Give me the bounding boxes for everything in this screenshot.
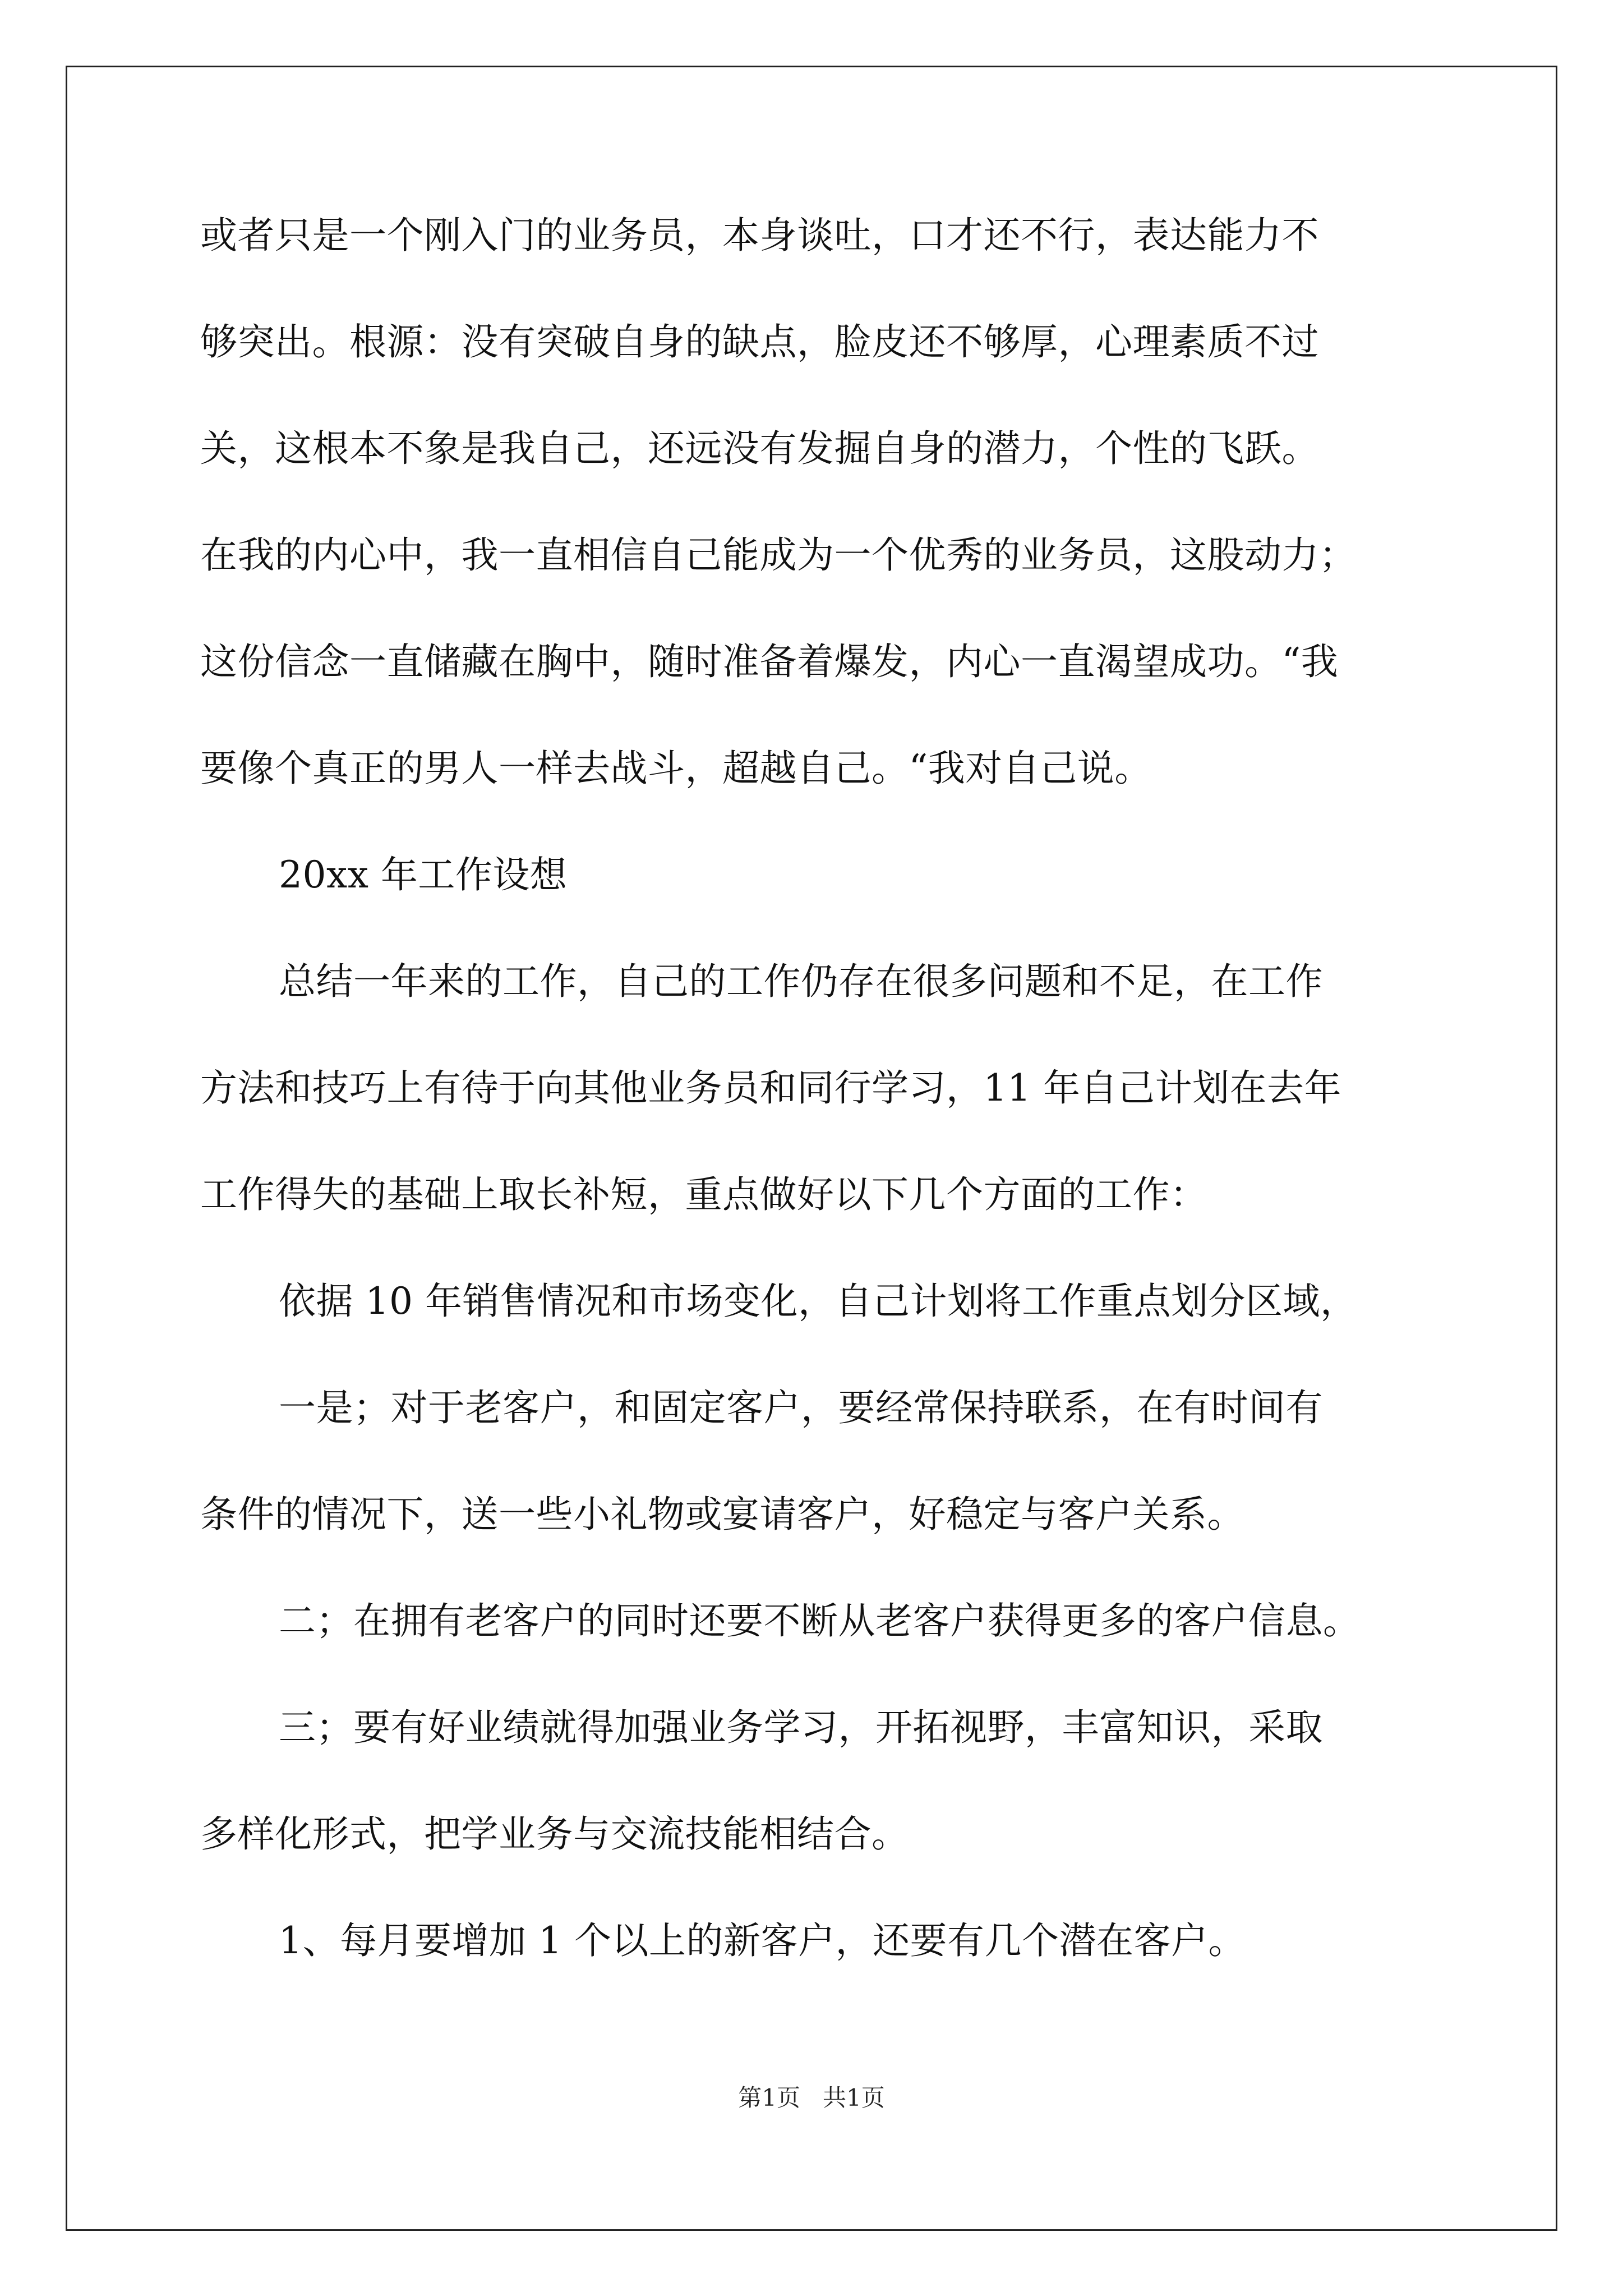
text-line: 要像个真正的男人一样去战斗，超越自己。“我对自己说。	[200, 747, 1152, 790]
section-heading: 20xx 年工作设想	[279, 853, 568, 896]
text-line: 依据 10 年销售情况和市场变化，自己计划将工作重点划分区域，	[279, 1280, 1358, 1323]
text-line: 够突出。根源：没有突破自身的缺点，脸皮还不够厚，心理素质不过	[200, 320, 1319, 364]
text-line: 条件的情况下，送一些小礼物或宴请客户，好稳定与客户关系。	[200, 1493, 1244, 1536]
text-line: 三；要有好业绩就得加强业务学习，开拓视野，丰富知识，采取	[279, 1706, 1323, 1749]
page-footer: 第1页 共1页	[738, 2084, 885, 2111]
text-line: 二；在拥有老客户的同时还要不断从老客户获得更多的客户信息。	[279, 1599, 1361, 1642]
text-line: 1、每月要增加 1 个以上的新客户，还要有几个潜在客户。	[279, 1919, 1246, 1962]
text-line: 方法和技巧上有待于向其他业务员和同行学习，11 年自己计划在去年	[200, 1066, 1341, 1110]
text-line: 或者只是一个刚入门的业务员，本身谈吐，口才还不行，表达能力不	[200, 214, 1319, 257]
text-line: 这份信念一直储藏在胸中，随时准备着爆发，内心一直渴望成功。“我	[200, 640, 1339, 683]
text-line: 在我的内心中，我一直相信自己能成为一个优秀的业务员，这股动力；	[200, 533, 1357, 577]
page-border	[66, 66, 1557, 2231]
text-line: 多样化形式，把学业务与交流技能相结合。	[200, 1812, 909, 1856]
text-line: 总结一年来的工作，自己的工作仍存在很多问题和不足，在工作	[279, 960, 1323, 1003]
text-line: 关，这根本不象是我自己，还远没有发掘自身的潜力，个性的飞跃。	[200, 427, 1319, 470]
text-line: 工作得失的基础上取长补短，重点做好以下几个方面的工作：	[200, 1173, 1207, 1216]
text-line: 一是；对于老客户，和固定客户，要经常保持联系，在有时间有	[279, 1386, 1323, 1429]
